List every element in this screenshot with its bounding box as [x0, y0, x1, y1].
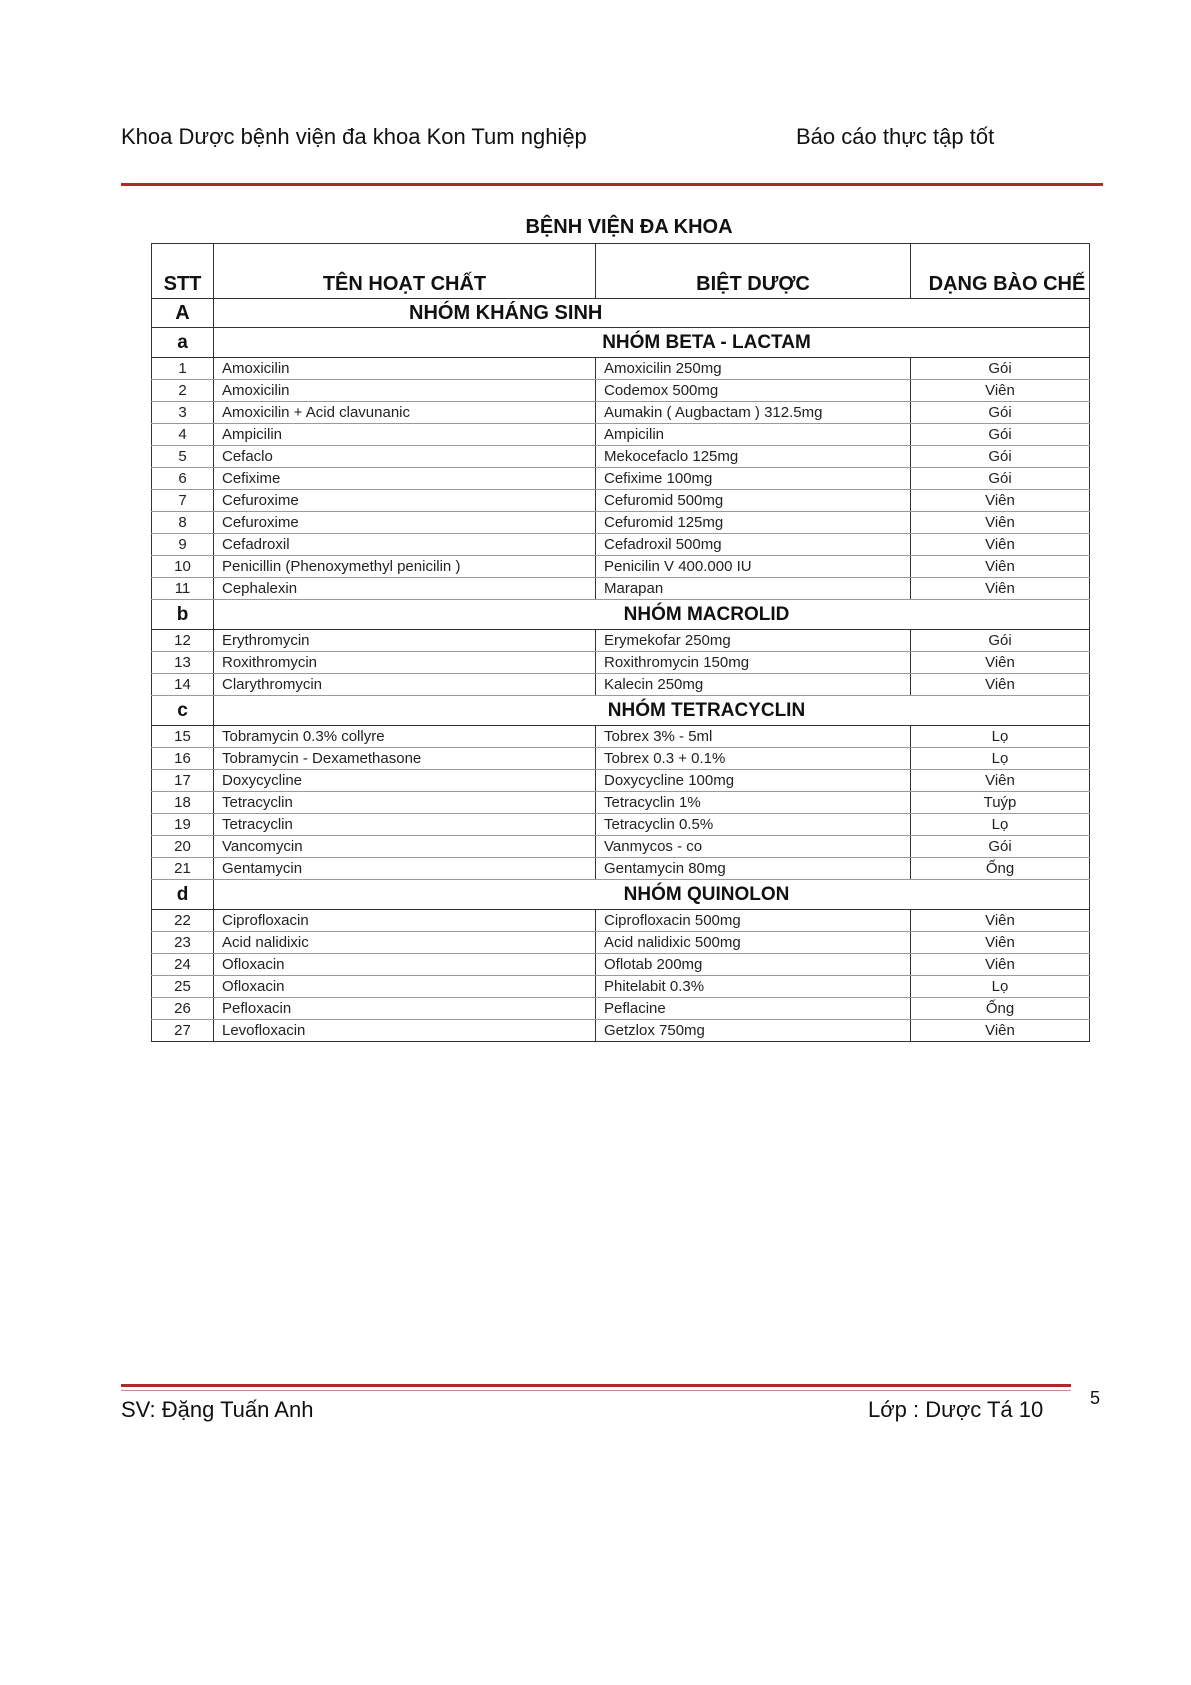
cell-ingredient: Amoxicilin + Acid clavunanic: [214, 402, 596, 424]
column-header-form: DẠNG BÀO CHẾ: [911, 244, 1090, 299]
cell-ingredient: Ampicilin: [214, 424, 596, 446]
cell-form: Viên: [911, 954, 1090, 976]
cell-brand: Cefuromid 125mg: [596, 512, 911, 534]
column-header-ingredient: TÊN HOẠT CHẤT: [214, 244, 596, 299]
document-title: BỆNH VIỆN ĐA KHOA: [525, 216, 733, 238]
cell-ingredient: Roxithromycin: [214, 652, 596, 674]
cell-form: Viên: [911, 932, 1090, 954]
cell-ingredient: Clarythromycin: [214, 674, 596, 696]
subgroup-code: d: [152, 880, 214, 910]
cell-ingredient: Ofloxacin: [214, 976, 596, 998]
cell-form: Gói: [911, 468, 1090, 490]
cell-form: Gói: [911, 358, 1090, 380]
cell-stt: 20: [152, 836, 214, 858]
cell-ingredient: Acid nalidixic: [214, 932, 596, 954]
cell-ingredient: Cefaclo: [214, 446, 596, 468]
cell-ingredient: Cephalexin: [214, 578, 596, 600]
table-row: [152, 630, 1090, 652]
cell-ingredient: Tetracyclin: [214, 792, 596, 814]
cell-ingredient: Cefixime: [214, 468, 596, 490]
cell-ingredient: Ofloxacin: [214, 954, 596, 976]
cell-stt: 2: [152, 380, 214, 402]
cell-form: Viên: [911, 652, 1090, 674]
subgroup-row: [152, 600, 1090, 630]
cell-ingredient: Gentamycin: [214, 858, 596, 880]
column-header-brand: BIỆT DƯỢC: [596, 244, 911, 299]
table-row: [152, 512, 1090, 534]
cell-brand: Peflacine: [596, 998, 911, 1020]
cell-form: Gói: [911, 446, 1090, 468]
cell-stt: 16: [152, 748, 214, 770]
table-row: [152, 998, 1090, 1020]
table-row: [152, 748, 1090, 770]
cell-brand: Getzlox 750mg: [596, 1020, 911, 1042]
cell-brand: Tobrex 0.3 + 0.1%: [596, 748, 911, 770]
table-row: [152, 380, 1090, 402]
cell-ingredient: Erythromycin: [214, 630, 596, 652]
cell-brand: Phitelabit 0.3%: [596, 976, 911, 998]
table-row: [152, 792, 1090, 814]
cell-brand: Aumakin ( Augbactam ) 312.5mg: [596, 402, 911, 424]
cell-form: Viên: [911, 674, 1090, 696]
cell-brand: Doxycycline 100mg: [596, 770, 911, 792]
cell-stt: 19: [152, 814, 214, 836]
table-row: [152, 468, 1090, 490]
cell-brand: Vanmycos - co: [596, 836, 911, 858]
cell-stt: 3: [152, 402, 214, 424]
cell-form: Viên: [911, 910, 1090, 932]
cell-form: Viên: [911, 534, 1090, 556]
header-left-text: Khoa Dược bệnh viện đa khoa Kon Tum nghiệp: [121, 124, 587, 149]
cell-form: Viên: [911, 770, 1090, 792]
cell-brand: Tetracyclin 0.5%: [596, 814, 911, 836]
table-row: [152, 836, 1090, 858]
cell-stt: 1: [152, 358, 214, 380]
cell-brand: Tetracyclin 1%: [596, 792, 911, 814]
cell-ingredient: Tetracyclin: [214, 814, 596, 836]
cell-ingredient: Amoxicilin: [214, 380, 596, 402]
cell-brand: Oflotab 200mg: [596, 954, 911, 976]
cell-stt: 22: [152, 910, 214, 932]
cell-stt: 6: [152, 468, 214, 490]
cell-brand: Roxithromycin 150mg: [596, 652, 911, 674]
table-row: [152, 358, 1090, 380]
table-row: [152, 424, 1090, 446]
cell-form: Gói: [911, 424, 1090, 446]
cell-ingredient: Tobramycin 0.3% collyre: [214, 726, 596, 748]
cell-ingredient: Doxycycline: [214, 770, 596, 792]
table-row: [152, 1020, 1090, 1042]
cell-ingredient: Ciprofloxacin: [214, 910, 596, 932]
page-number: 5: [1090, 1388, 1101, 1408]
table-row: [152, 858, 1090, 880]
subgroup-code: a: [152, 328, 214, 358]
table-row: [152, 726, 1090, 748]
cell-stt: 7: [152, 490, 214, 512]
table-row: [152, 770, 1090, 792]
cell-ingredient: Pefloxacin: [214, 998, 596, 1020]
cell-brand: Kalecin 250mg: [596, 674, 911, 696]
subgroup-code: b: [152, 600, 214, 630]
table-row: [152, 490, 1090, 512]
cell-stt: 25: [152, 976, 214, 998]
cell-brand: Ciprofloxacin 500mg: [596, 910, 911, 932]
cell-form: Viên: [911, 1020, 1090, 1042]
subgroup-row: [152, 696, 1090, 726]
cell-ingredient: Cefadroxil: [214, 534, 596, 556]
cell-stt: 27: [152, 1020, 214, 1042]
cell-brand: Penicilin V 400.000 IU: [596, 556, 911, 578]
cell-ingredient: Amoxicilin: [214, 358, 596, 380]
subgroup-row: [152, 328, 1090, 358]
table-row: [152, 814, 1090, 836]
subgroup-name: NHÓM QUINOLON: [214, 880, 1090, 910]
table-row: [152, 652, 1090, 674]
cell-stt: 26: [152, 998, 214, 1020]
cell-stt: 17: [152, 770, 214, 792]
cell-stt: 15: [152, 726, 214, 748]
cell-brand: Gentamycin 80mg: [596, 858, 911, 880]
group-code: A: [152, 299, 214, 328]
table-row: [152, 932, 1090, 954]
footer-divider: [121, 1384, 1071, 1387]
cell-brand: Acid nalidixic 500mg: [596, 932, 911, 954]
cell-stt: 4: [152, 424, 214, 446]
table-row: [152, 910, 1090, 932]
subgroup-code: c: [152, 696, 214, 726]
cell-brand: Cefixime 100mg: [596, 468, 911, 490]
cell-stt: 14: [152, 674, 214, 696]
cell-brand: Erymekofar 250mg: [596, 630, 911, 652]
group-name: NHÓM KHÁNG SINH: [214, 299, 1090, 328]
cell-stt: 10: [152, 556, 214, 578]
table-row: [152, 556, 1090, 578]
cell-stt: 9: [152, 534, 214, 556]
cell-form: Tuýp: [911, 792, 1090, 814]
cell-ingredient: Tobramycin - Dexamethasone: [214, 748, 596, 770]
cell-brand: Cefadroxil 500mg: [596, 534, 911, 556]
cell-form: Ống: [911, 998, 1090, 1020]
cell-form: Viên: [911, 512, 1090, 534]
cell-stt: 21: [152, 858, 214, 880]
cell-brand: Ampicilin: [596, 424, 911, 446]
subgroup-name: NHÓM MACROLID: [214, 600, 1090, 630]
cell-form: Lọ: [911, 814, 1090, 836]
cell-brand: Amoxicilin 250mg: [596, 358, 911, 380]
footer-divider-thin: [121, 1390, 1071, 1391]
cell-form: Gói: [911, 836, 1090, 858]
group-row: [152, 299, 1090, 328]
table-row: [152, 976, 1090, 998]
subgroup-row: [152, 880, 1090, 910]
column-header-stt: STT: [152, 244, 214, 299]
cell-stt: 13: [152, 652, 214, 674]
table-row: [152, 402, 1090, 424]
cell-brand: Tobrex 3% - 5ml: [596, 726, 911, 748]
cell-ingredient: Vancomycin: [214, 836, 596, 858]
table-header-row: [152, 244, 1090, 299]
cell-stt: 12: [152, 630, 214, 652]
cell-brand: Cefuromid 500mg: [596, 490, 911, 512]
cell-form: Lọ: [911, 748, 1090, 770]
cell-form: Ống: [911, 858, 1090, 880]
cell-form: Lọ: [911, 976, 1090, 998]
cell-brand: Codemox 500mg: [596, 380, 911, 402]
cell-ingredient: Levofloxacin: [214, 1020, 596, 1042]
header-divider: [121, 183, 1103, 186]
table-row: [152, 578, 1090, 600]
cell-form: Viên: [911, 556, 1090, 578]
table-row: [152, 954, 1090, 976]
cell-stt: 23: [152, 932, 214, 954]
cell-form: Gói: [911, 630, 1090, 652]
cell-ingredient: Cefuroxime: [214, 512, 596, 534]
drug-table: [151, 243, 1090, 1042]
cell-stt: 11: [152, 578, 214, 600]
cell-form: Gói: [911, 402, 1090, 424]
cell-stt: 18: [152, 792, 214, 814]
cell-stt: 8: [152, 512, 214, 534]
header-right-text: Báo cáo thực tập tốt: [796, 124, 995, 149]
cell-ingredient: Cefuroxime: [214, 490, 596, 512]
cell-stt: 24: [152, 954, 214, 976]
subgroup-name: NHÓM TETRACYCLIN: [214, 696, 1090, 726]
cell-form: Viên: [911, 490, 1090, 512]
cell-form: Viên: [911, 380, 1090, 402]
footer-student-name: SV: Đặng Tuấn Anh: [121, 1397, 314, 1422]
cell-ingredient: Penicillin (Phenoxymethyl penicilin ): [214, 556, 596, 578]
cell-brand: Marapan: [596, 578, 911, 600]
table-row: [152, 446, 1090, 468]
cell-brand: Mekocefaclo 125mg: [596, 446, 911, 468]
table-row: [152, 534, 1090, 556]
footer-class-name: Lớp : Dược Tá 10: [868, 1397, 1044, 1422]
cell-form: Viên: [911, 578, 1090, 600]
cell-stt: 5: [152, 446, 214, 468]
cell-form: Lọ: [911, 726, 1090, 748]
table-row: [152, 674, 1090, 696]
subgroup-name: NHÓM BETA - LACTAM: [214, 328, 1090, 358]
